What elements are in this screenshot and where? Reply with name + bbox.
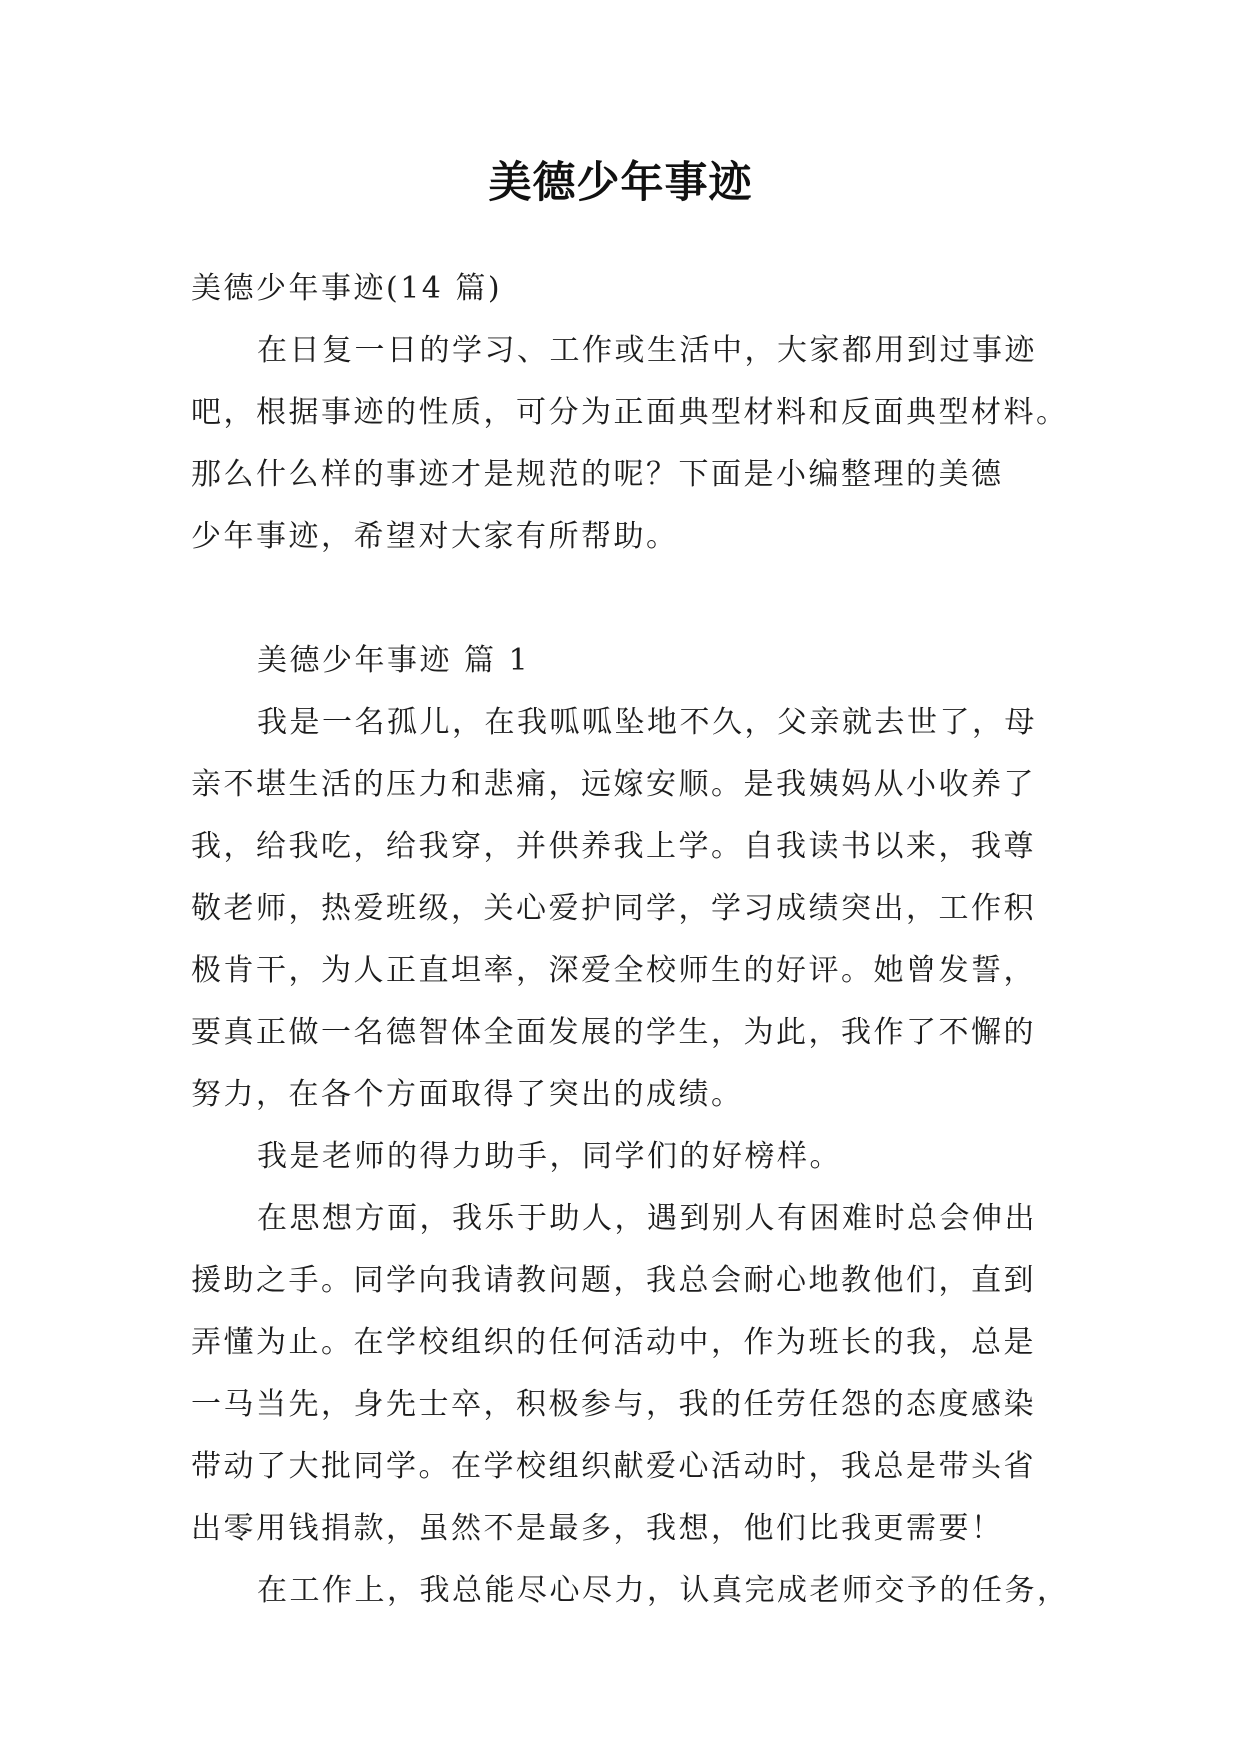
paragraph-line: 那么什么样的事迹才是规范的呢？下面是小编整理的美德 bbox=[191, 457, 1004, 492]
document-body bbox=[191, 258, 1070, 1622]
body-paragraph-4 bbox=[191, 1560, 1070, 1622]
section-heading: 美德少年事迹 篇 1 bbox=[257, 643, 531, 678]
paragraph-line: 弄懂为止。在学校组织的任何活动中，作为班长的我，总是 bbox=[191, 1325, 1036, 1360]
document-title: 美德少年事迹 bbox=[488, 158, 753, 208]
paragraph-line: 吧，根据事迹的性质，可分为正面典型材料和反面典型材料。 bbox=[191, 395, 1069, 430]
paragraph-line: 在工作上，我总能尽心尽力，认真完成老师交予的任务， bbox=[257, 1573, 1070, 1608]
document-subtitle: 美德少年事迹(14 篇) bbox=[191, 271, 503, 306]
paragraph-line: 少年事迹，希望对大家有所帮助。 bbox=[191, 519, 679, 554]
paragraph-line: 在日复一日的学习、工作或生活中，大家都用到过事迹 bbox=[257, 333, 1037, 368]
paragraph-line: 带动了大批同学。在学校组织献爱心活动时，我总是带头省 bbox=[191, 1449, 1036, 1484]
paragraph-line: 一马当先，身先士卒，积极参与，我的任劳任怨的态度感染 bbox=[191, 1387, 1036, 1422]
paragraph-line: 我是老师的得力助手，同学们的好榜样。 bbox=[257, 1139, 842, 1174]
paragraph-line: 亲不堪生活的压力和悲痛，远嫁安顺。是我姨妈从小收养了 bbox=[191, 767, 1036, 802]
paragraph-line: 要真正做一名德智体全面发展的学生，为此，我作了不懈的 bbox=[191, 1015, 1036, 1050]
paragraph-spacer bbox=[191, 568, 1061, 630]
body-paragraph-1 bbox=[191, 692, 1061, 1126]
paragraph-line: 我，给我吃，给我穿，并供养我上学。自我读书以来，我尊 bbox=[191, 829, 1036, 864]
paragraph-line: 敬老师，热爱班级，关心爱护同学，学习成绩突出，工作积 bbox=[191, 891, 1036, 926]
intro-paragraph bbox=[191, 320, 1069, 568]
body-paragraph-2 bbox=[191, 1126, 1061, 1188]
paragraph-line: 我是一名孤儿，在我呱呱坠地不久，父亲就去世了，母 bbox=[257, 705, 1037, 740]
paragraph-line: 努力，在各个方面取得了突出的成绩。 bbox=[191, 1077, 744, 1112]
paragraph-line: 在思想方面，我乐于助人，遇到别人有困难时总会伸出 bbox=[257, 1201, 1037, 1236]
paragraph-line: 极肯干，为人正直坦率，深爱全校师生的好评。她曾发誓， bbox=[191, 953, 1036, 988]
body-paragraph-3 bbox=[191, 1188, 1061, 1560]
paragraph-line: 出零用钱捐款，虽然不是最多，我想，他们比我更需要！ bbox=[191, 1511, 1004, 1546]
paragraph-line: 援助之手。同学向我请教问题，我总会耐心地教他们，直到 bbox=[191, 1263, 1036, 1298]
